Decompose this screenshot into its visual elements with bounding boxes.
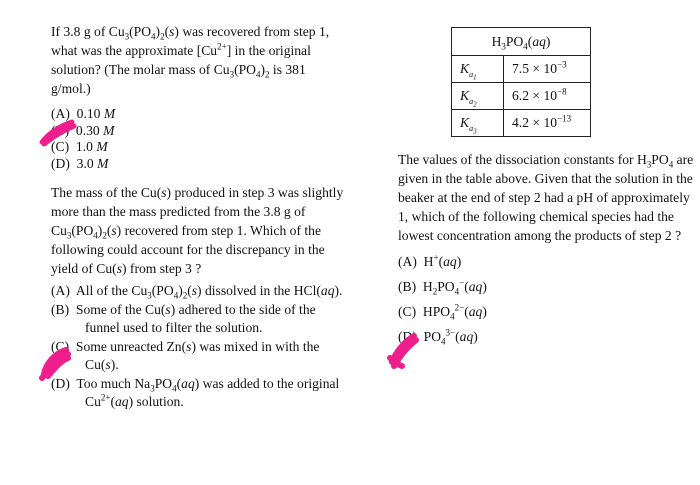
answer-mark-q1: [38, 118, 78, 148]
q2-option-c[interactable]: (C) Some unreacted Zn(s) was mixed in with the Cu(s).: [51, 338, 320, 372]
answer-mark-q2: [38, 346, 74, 382]
table-row: [452, 83, 591, 110]
ka1-label: $K_{a_1}$: [452, 56, 504, 83]
dissociation-table: [451, 27, 591, 137]
q3-option-b[interactable]: (B) $H_2PO_4^-(aq)$: [398, 277, 487, 297]
q3-option-a[interactable]: (A) H+(aq): [398, 252, 462, 269]
table-row: [452, 56, 591, 83]
q3-option-c[interactable]: (C) $HPO_4^{2-}(aq)$: [398, 302, 487, 322]
question-1: [51, 22, 331, 172]
ka3-label: $K_{a_3}$: [452, 110, 504, 137]
ka3-value: $4.2 \times 10^{-13}$: [504, 110, 591, 137]
q2-option-d[interactable]: (D) Too much $Na_3PO_4(aq)$ was added to the original $Cu^{2+}(aq)$ solution.: [51, 375, 340, 409]
table-header: $H_3PO_4(aq)$: [452, 28, 591, 56]
question-2-stem: The mass of the Cu(s) produced in step 3 was slightly more than the mass predicted from the 3.8 g of $Cu_3(PO_4)_2(s)$ recovered from step 1. Which of the following could account for the discrepancy in the yield of Cu(s) from step 3 ?: [51, 185, 344, 276]
question-3-stem: The values of the dissociation constants for $H_3PO_4$ are given in the table above. Given that the solution in the beaker at the end of step 2 had a pH of approximately 1, which of the following chemical species had the lowest concentration among the products of step 2 ?: [398, 152, 694, 243]
question-1-stem: If 3.8 g of $Cu_3(PO_4)_2(s)$ was recovered from step 1, what was the approximate $[Cu^{2+}]$ in the original solution? (The molar mass of $Cu_3(PO_4)_2$ is 381 g/mol.): [51, 24, 330, 96]
q1-option-d[interactable]: (D) 3.0 M: [51, 155, 109, 171]
q1-option-a[interactable]: (A) 0.10 M: [51, 106, 116, 121]
q2-option-b[interactable]: (B) Some of the Cu(s) adhered to the side of the funnel used to filter the solution.: [51, 301, 316, 335]
table-row: [452, 110, 591, 137]
ka2-value: $6.2 \times 10^{-8}$: [504, 83, 591, 110]
q3-option-d[interactable]: (D) $PO_4^{3-}(aq)$: [398, 327, 478, 347]
question-3: [398, 150, 698, 349]
question-2: [51, 183, 351, 412]
q1-option-b[interactable]: (B) 0.30 M: [51, 122, 115, 138]
q1-option-c[interactable]: (C) 1.0 M: [51, 139, 108, 154]
answer-mark-q3: [386, 332, 422, 372]
q2-option-a[interactable]: (A) All of the $Cu_3(PO_4)_2(s)$ dissolved in the HCl(aq).: [51, 283, 343, 301]
ka1-value: $7.5 \times 10^{-3}$: [504, 56, 591, 83]
ka2-label: $K_{a_2}$: [452, 83, 504, 110]
